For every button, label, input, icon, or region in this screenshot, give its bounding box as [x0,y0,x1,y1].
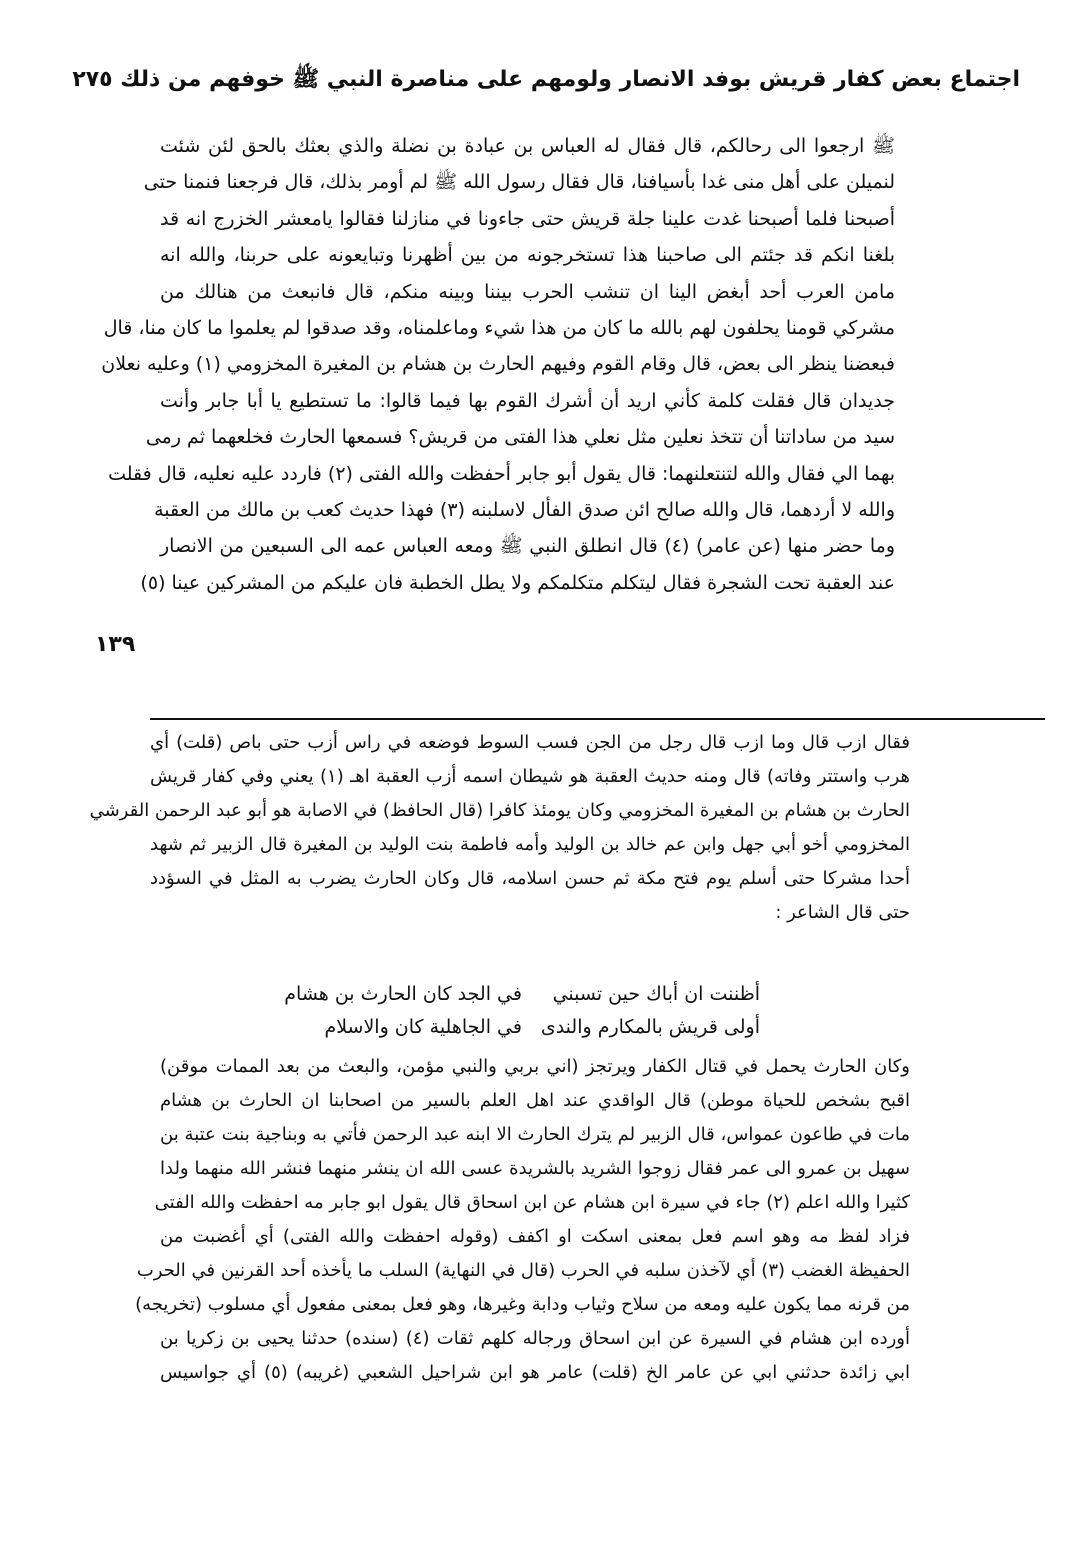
verse-second-hemistich: في الجاهلية كان والاسلام [324,1016,522,1038]
footnote-line: أحدا مشركا حتى أسلم يوم فتح مكة ثم حسن اسلامه، قال وكان الحارث يضرب به المثل في السؤدد [150,868,910,889]
footnote-line: سهيل بن عمرو الى عمر فقال زوجوا الشريد بالشريدة عسى الله ان ينشر منهما فنشر الله منهما ولدا [160,1158,910,1179]
poem-verse [280,978,760,1011]
footnote-line: ابي زائدة حدثني ابي عن عامر الخ (قلت) عامر هو ابن شراحيل الشعبي (غريبه) (٥) أي جواسيس [160,1362,910,1383]
footnote-line: أورده ابن هشام في السيرة عن ابن اسحاق ورجاله كلهم ثقات (٤) (سنده) حدثنا يحيى بن زكريا بن [160,1328,910,1349]
main-text-line: عند العقبة تحت الشجرة فقال ليتكلم متكلمكم ولا يطل الخطبة فان عليكم من المشركين عينا (٥) [140,571,895,594]
main-text-line: أصبحنا فلما أصبحنا غدت علينا جلة قريش حتى جاءونا في منازلنا فقالوا يامعشر الخزرج انه قد [160,207,895,230]
footnote-line: هرب واستتر وفاته) قال ومنه حديث العقبة هو شيطان اسمه أزب العقبة اهـ (١) يعني وفي كفار قريش [150,766,910,787]
footnote-line: الحارث بن هشام بن المغيرة المخزومي وكان يومئذ كافرا (قال الحافظ) في الاصابة هو أبو عبد الرحمن القرشي [89,800,910,821]
footnote-divider [150,718,1045,720]
footnote-line: وكان الحارث يحمل في قتال الكفار ويرتجز (اني بربي والنبي مؤمن، والبعث من بعد الممات موقن) [160,1056,910,1077]
poem-block [280,978,760,1044]
main-text-line: ﷺ ارجعوا الى رحالكم، قال فقال له العباس بن عبادة بن نضلة والذي بعثك بالحق لئن شئت [160,135,895,157]
main-text-line: والله لا أردهما، قال والله صالح ائن صدق الفأل لاسلبنه (٣) فهذا حديث كعب بن مالك من العقبة [154,498,895,521]
footnote-line: كثيرا والله اعلم (٢) جاء في سيرة ابن هشام عن ابن اسحاق قال يقول ابو جابر مه احفظت والله الفتى [154,1192,910,1213]
main-text-line: مشركي قومنا يحلفون لهم بالله ما كان من هذا شيء وماعلمناه، وقد صدقوا لم يعلموا ما كان منا، قال [103,316,895,339]
header-page-number: ٢٧٥ [72,67,113,92]
main-text-line: فبعضنا ينظر الى بعض، قال وقام القوم وفيهم الحارث بن هشام بن المغيرة المخزومي (١) وعليه نعلان [101,353,895,376]
footnote-line: اقبح بشخص للحياة موطن) قال الواقدي عند اهل العلم بالسير من اصحابنا ان الحارث بن هشام [160,1090,910,1111]
main-text-line: سيد من ساداتنا أن تتخذ نعلين مثل نعلي هذا الفتى من قريش؟ فسمعها الحارث فخلعهما ثم رمى [145,426,895,449]
footnote-line: حتى قال الشاعر : [775,902,910,923]
poem-verse [280,1011,760,1044]
header-title: اجتماع بعض كفار قريش بوفد الانصار ولومهم على مناصرة النبي ﷺ خوفهم من ذلك [120,67,1020,92]
main-text-line: بهما الي فقال والله لتنتعلنهما: قال يقول أبو جابر أحفظت والله الفتى (٢) فاردد عليه نعليه، قال فقلت [108,462,895,485]
footnote-line: مات في طاعون عمواس، قال الزبير لم يترك الحارث الا ابنه عبد الرحمن فأتي به وبناجية بنت عتبة بن [160,1124,910,1145]
main-text-line: وما حضر منها (عن عامر) (٤) قال انطلق النبي ﷺ ومعه العباس عمه الى السبعين من الانصار [160,535,895,558]
footnote-line: فزاد لفظ مه وهو اسم فعل بمعنى اسكت او اكفف (وقوله احفظت والله الفتى) أي أغضبت من [160,1226,910,1247]
footnote-line: فقال ازب قال وما ازب قال رجل من الجن فسب السوط فوضعه في راس أزب حتى باص (قلت) أي [150,732,910,753]
footnote-line: المخزومي أخو أبي جهل وابن عم خالد بن الوليد وأمه فاطمة بنت الوليد بن المغيرة قال الزبير ثم شهد [150,834,910,855]
footnote-line: الحفيظة الغضب (٣) أي لآخذن سلبه في الحرب (قال في النهاية) السلب ما يأخذه أحد القرنين في الحرب [136,1260,910,1281]
hadith-margin-number: ١٣٩ [95,632,136,657]
verse-first-hemistich: أظننت ان أباك حين تسبني [552,983,760,1005]
main-text-block [101,128,895,601]
verse-second-hemistich: في الجد كان الحارث بن هشام [284,983,522,1005]
main-text-line: مامن العرب أحد أبغض الينا ان تنشب الحرب بيننا وبينه منكم، قال فانبعث من هنالك من [160,280,895,303]
footnotes-block [89,726,910,930]
main-text-line: بلغنا انكم قد جئتم الى صاحبنا هذا تستخرجونه من بين أظهرنا وتبايعونه على حربنا، والله انه [160,244,895,267]
main-text-line: لنميلن على أهل منى غدا بأسيافنا، قال فقال رسول الله ﷺ لم أومر بذلك، قال فرجعنا فنمنا حتى [143,171,895,194]
running-header [72,58,1020,102]
verse-first-hemistich: أولى قريش بالمكارم والندى [540,1016,760,1038]
footnote-line: من قرنه مما يكون عليه ومعه من سلاح وثياب ودابة وغيرها، وهو فعل بمعنى مفعول أي مسلوب (تخريجه) [135,1294,910,1315]
main-text-line: جديدان قال فقلت كلمة كأني اريد أن أشرك القوم بها فيما قالوا: ما تستطيع يا أبا جابر وأنت [160,389,895,412]
footnotes-continued [135,1050,910,1390]
